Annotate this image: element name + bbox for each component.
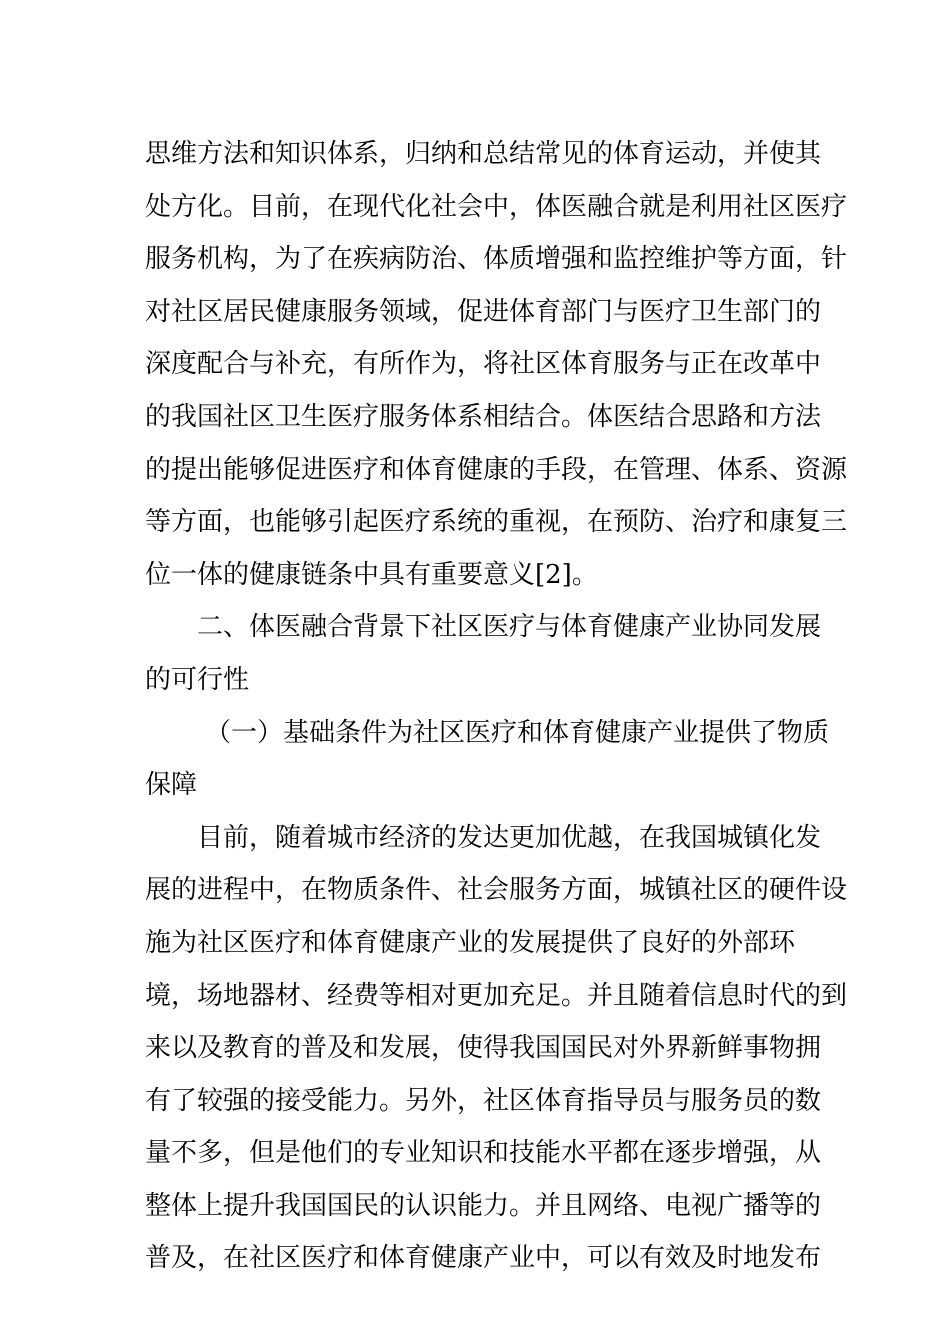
- text-line: 施为社区医疗和体育健康产业的发展提供了良好的外部环: [145, 927, 796, 958]
- text-line: 思维方法和知识体系，归纳和总结常见的体育运动，并使其: [145, 139, 822, 169]
- text-line: 的提出能够促进医疗和体育健康的手段，在管理、体系、资源: [145, 454, 848, 485]
- text-line: 展的进程中，在物质条件、社会服务方面，城镇社区的硬件设: [145, 875, 848, 906]
- text-line: 目前，随着城市经济的发达更加优越，在我国城镇化发: [197, 822, 822, 853]
- text-line: 等方面，也能够引起医疗系统的重视，在预防、治疗和康复三: [145, 507, 848, 538]
- text-line: 有了较强的接受能力。另外，社区体育指导员与服务员的数: [145, 1085, 822, 1116]
- text-line: 来以及教育的普及和发展，使得我国国民对外界新鲜事物拥: [145, 1033, 822, 1064]
- text-line: 服务机构，为了在疾病防治、体质增强和监控维护等方面，针: [145, 244, 848, 275]
- text-line: 深度配合与补充，有所作为，将社区体育服务与正在改革中: [145, 349, 822, 380]
- text-line: 整体上提升我国国民的认识能力。并且网络、电视广播等的: [145, 1190, 822, 1221]
- section-heading-line: 的可行性: [145, 664, 250, 695]
- subsection-heading-line: 保障: [145, 770, 198, 801]
- text-line: 位一体的健康链条中具有重要意义[2]。: [145, 559, 598, 590]
- text-line: 对社区居民健康服务领域，促进体育部门与医疗卫生部门的: [145, 296, 822, 327]
- text-line: 的我国社区卫生医疗服务体系相结合。体医结合思路和方法: [145, 401, 822, 432]
- subsection-heading-line: （一）基础条件为社区医疗和体育健康产业提供了物质: [205, 717, 830, 748]
- section-heading-line: 二、体医融合背景下社区医疗与体育健康产业协同发展: [197, 612, 822, 643]
- text-line: 量不多，但是他们的专业知识和技能水平都在逐步增强，从: [145, 1138, 822, 1169]
- text-line: 普及，在社区医疗和体育健康产业中，可以有效及时地发布: [145, 1243, 822, 1274]
- text-line: 处方化。目前，在现代化社会中，体医融合就是利用社区医疗: [145, 191, 848, 222]
- text-line: 境，场地器材、经费等相对更加充足。并且随着信息时代的到: [145, 980, 848, 1011]
- body-text: [145, 128, 848, 1285]
